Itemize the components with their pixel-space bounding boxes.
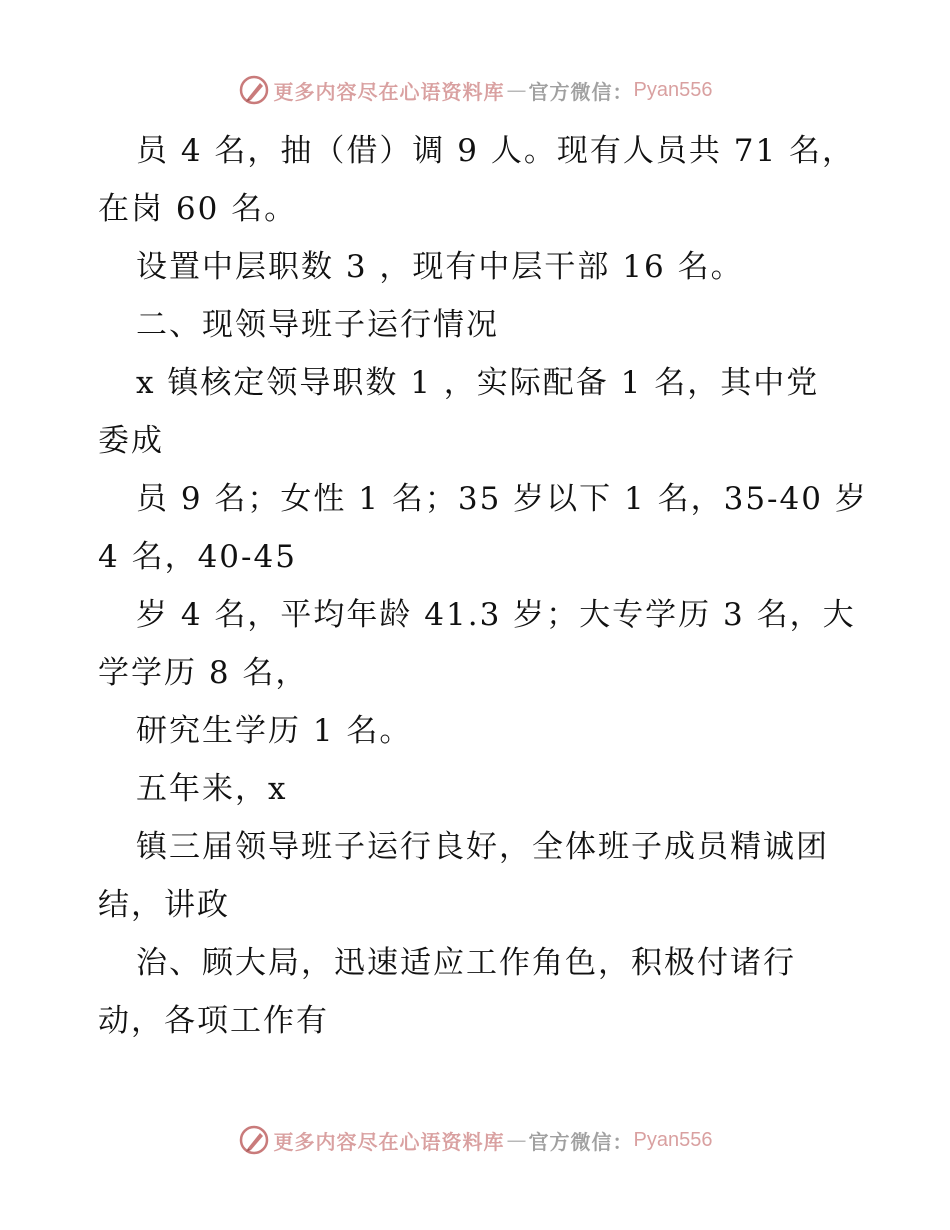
text-line: 在岗 60 名。 [98, 191, 298, 227]
text-line: 治、顾大局，迅速适应工作角色，积极付诸行 [136, 945, 796, 981]
text-line: 学学历 8 名， [98, 655, 309, 691]
text-line: 委成 [98, 423, 164, 459]
footer-banner [0, 1120, 950, 1160]
banner-separator: — [506, 78, 527, 102]
banner-wechat-label: 官方微信： [528, 79, 634, 104]
text-line: 二、现领导班子运行情况 [136, 307, 499, 343]
banner-wechat-id: Pyan556 [633, 78, 713, 101]
banner-text: 更多内容尽在心语资料库 [273, 1129, 505, 1154]
header-banner [0, 70, 950, 110]
banner-wechat-id: Pyan556 [633, 1128, 713, 1151]
text-line: 研究生学历 1 名。 [136, 713, 413, 749]
text-line: 设置中层职数 3 ，现有中层干部 16 名。 [136, 249, 744, 285]
pen-logo-icon [238, 74, 270, 106]
banner-wechat-label: 官方微信： [528, 1129, 634, 1154]
text-line: 五年来，x [136, 771, 288, 807]
text-line: 镇三届领导班子运行良好，全体班子成员精诚团 [136, 829, 829, 865]
document-body [98, 122, 868, 1050]
banner-text: 更多内容尽在心语资料库 [273, 79, 505, 104]
text-line: 结，讲政 [98, 887, 230, 923]
text-line: 4 名，40-45 [98, 539, 297, 575]
text-line: 动，各项工作有 [98, 1003, 329, 1039]
banner-separator: — [506, 1128, 527, 1152]
text-line: 岁 4 名，平均年龄 41.3 岁；大专学历 3 名，大 [136, 597, 856, 633]
pen-logo-icon [238, 1124, 270, 1156]
text-line: 员 9 名；女性 1 名；35 岁以下 1 名，35-40 岁 [136, 481, 868, 517]
text-line: x 镇核定领导职数 1 ，实际配备 1 名，其中党 [136, 365, 820, 401]
text-line: 员 4 名，抽（借）调 9 人。现有人员共 71 名， [136, 133, 856, 169]
